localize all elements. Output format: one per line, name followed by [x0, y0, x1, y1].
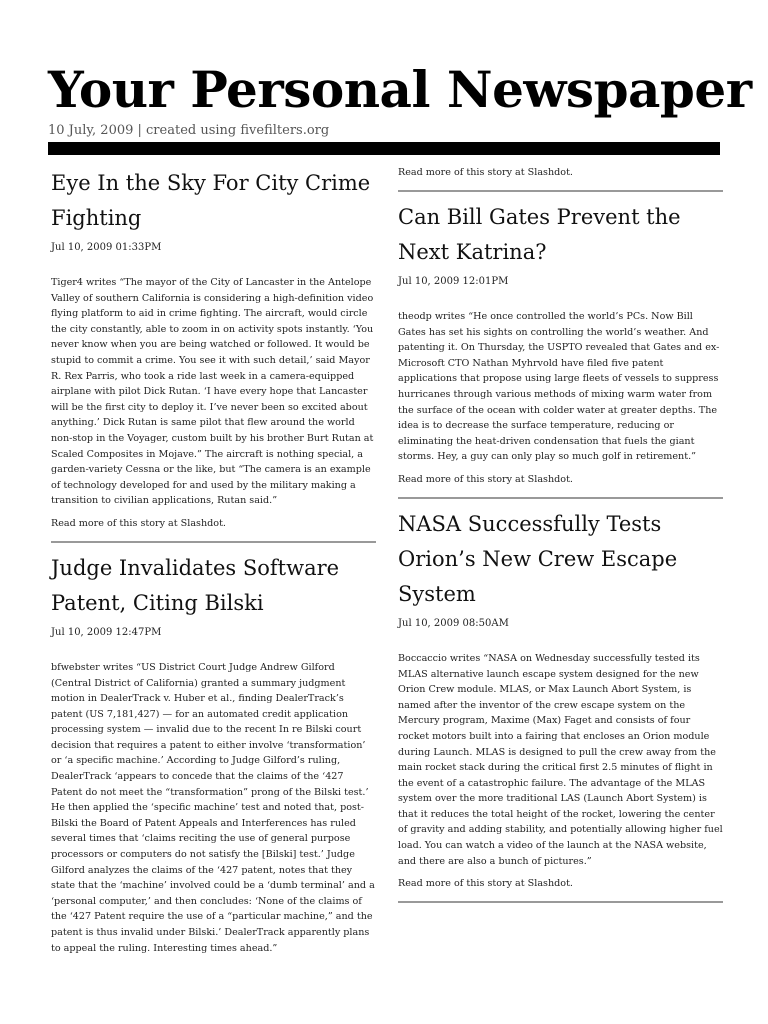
article-judge-invalidates [51, 551, 376, 956]
article-nasa-orion [398, 507, 723, 903]
article-headline[interactable]: Eye In the Sky For City Crime Fighting [51, 171, 371, 230]
left-column [51, 166, 376, 956]
article-eye-in-the-sky [51, 166, 376, 543]
article-body: Tiger4 writes “The mayor of the City of Lancaster in the Antelope Valley of southern California is considering a high-definition video flying platform to aid in crime fighting. The aircraft, would circle the city constantly, able to zoom in on activity spots instantly. ‘You never know when you are being watched or followed. It would be stupid to commit a crime. You see it with such detail,’ said Mayor R. Rex Parris, who took a ride last week in a camera-equipped airplane with pilot Dick Rutan. ‘I have every hope that Lancaster will be the first city to deploy it. I’ve never been so excited about anything.’ Dick Rutan is same pilot that flew around the world non-stop in the Voyager, custom built by his brother Burt Rutan at Scaled Composites in Mojave.” The aircraft is nothing special, a garden-variety Cessna or the like, but “The camera is an example of technology developed for and used by the military making a transition to civilian applications, Rutan said.” [51, 277, 374, 507]
right-column [398, 166, 723, 903]
dateline: 10 July, 2009 | created using fivefilters.org [48, 123, 330, 138]
read-more-link[interactable]: Read more of this story at Slashdot. [398, 473, 573, 485]
masthead [48, 58, 752, 138]
article-bill-gates-katrina [398, 200, 723, 499]
article-date: Jul 10, 2009 12:01PM [398, 276, 509, 287]
page-title: Your Personal Newspaper [48, 60, 752, 119]
article-headline[interactable]: NASA Successfully Tests Orion’s New Crew Escape System [398, 511, 678, 606]
article-date: Jul 10, 2009 01:33PM [51, 242, 162, 253]
article-date: Jul 10, 2009 08:50AM [398, 617, 509, 629]
article-headline[interactable]: Judge Invalidates Software Patent, Citing Bilski [51, 555, 340, 615]
article-date: Jul 10, 2009 12:47PM [51, 626, 162, 638]
read-more-link[interactable]: Read more of this story at Slashdot. [398, 878, 573, 890]
article-body: Boccaccio writes “NASA on Wednesday successfully tested its MLAS alternative launch escape system designed for the new Orion Crew module. MLAS, or Max Launch Abort System, is named after the inventor of the crew escape system on the Mercury program, Maxime (Max) Faget and consists of four rocket motors built into a fairing that encloses an Orion module during Launch. MLAS is designed to pull the crew away from the main rocket stack during the critical first 2.5 minutes of flight in the event of a catastrophic failure. The advantage of the MLAS system over the more traditional LAS (Launch Abort System) is that it reduces the total height of the rocket, lowering the center of gravity and adding stability, and potentially allowing higher fuel load. You can watch a video of the launch at the NASA website, and there are also a bunch of pictures.” [398, 652, 723, 867]
masthead-rule [48, 142, 720, 155]
article-body: theodp writes “He once controlled the world’s PCs. Now Bill Gates has set his sights on controlling the world’s weather. And patenting it. On Thursday, the USPTO revealed that Gates and ex-Microsoft CTO Nathan Myhrvold have filed five patent applications that propose using large fleets of vessels to suppress hurricanes through various methods of mixing warm water from the surface of the ocean with colder water at greater depths. The idea is to decrease the surface temperature, reducing or eliminating the heat-driven condensation that fuels the giant storms. Hey, a guy can only play so much golf in retirement.” [398, 311, 720, 463]
read-more-link[interactable]: Read more of this story at Slashdot. [51, 517, 226, 529]
article-headline[interactable]: Can Bill Gates Prevent the Next Katrina? [398, 205, 681, 264]
article-body: bfwebster writes “US District Court Judge Andrew Gilford (Central District of California) granted a summary judgment motion in DealerTrack v. Huber et al., finding DealerTrack’s patent (US 7,181,427) — for an automated credit application processing system — invalid due to the recent In re Bilski court decision that requires a patent to either involve ‘transformation’ or ‘a specific machine.’ According to Judge Gilford’s ruling, DealerTrack ‘appears to concede that the claims of the ‘427 Patent do not meet the “transformation” prong of the Bilski test.’ He then applied the ‘specific machine’ test and noted that, post-Bilski the Board of Patent Appeals and Interferences has ruled several times that ‘claims reciting the use of general purpose processors or computers do not satisfy the [Bilski] test.’ Judge Gilford analyzes the claims of the ‘427 patent, notes that they state that the ‘machine’ involved could be a ‘dumb terminal’ and a ‘personal computer,’ and then concludes: ‘None of the claims of the ‘427 Patent require the use of a “particular machine,” and the patent is thus invalid under Bilski.’ DealerTrack apparently plans to appeal the ruling. Interesting times ahead.” [51, 661, 375, 954]
read-more-link[interactable]: Read more of this story at Slashdot. [398, 167, 573, 178]
article-divider [398, 901, 723, 903]
